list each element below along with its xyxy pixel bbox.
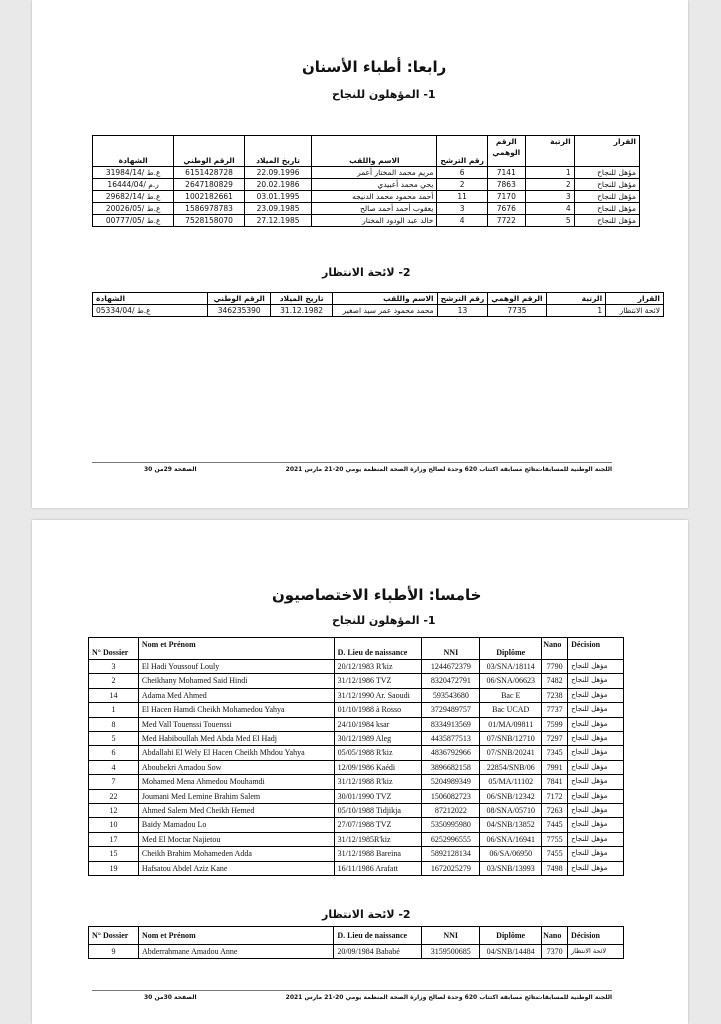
cell-dossier: 17 <box>89 832 139 846</box>
col-header-certificate: الشهادة <box>93 136 174 167</box>
cell-decision: مؤهل للنجاح <box>574 167 639 179</box>
cell-decision: مؤهل للنجاح <box>568 732 624 746</box>
cell-virtual-number: 7676 <box>487 203 525 215</box>
cell-certificate: ع.ط /05334/04 <box>93 305 208 317</box>
cell-birth-place: 05/10/1988 Tidjikja <box>334 804 422 818</box>
cell-birthdate: 03.01.1995 <box>244 191 312 203</box>
cell-birth-place: 31/12/1988 R'kiz <box>334 775 422 789</box>
cell-certificate: ر.م /16444/04 <box>93 179 174 191</box>
cell-national-id: 1586978783 <box>174 203 244 215</box>
cell-decision: مؤهل للنجاح <box>568 717 624 731</box>
cell-diploma: 06/SA/06950 <box>480 847 542 861</box>
col-header-candidate-number: رقم الترشح <box>437 293 488 305</box>
cell-diploma: 22854/SNB/06 <box>480 760 542 774</box>
cell-nano: 7445 <box>542 818 568 832</box>
qualified-dentists-table <box>92 135 640 227</box>
cell-nni: 1244672379 <box>422 660 480 674</box>
cell-national-id: 2647180829 <box>174 179 244 191</box>
table-row <box>93 203 640 215</box>
cell-nano: 7482 <box>542 674 568 688</box>
cell-national-id: 346235390 <box>208 305 271 317</box>
col-header-dossier: N° Dossier <box>89 927 139 945</box>
cell-certificate: ع.ط /20026/05 <box>93 203 174 215</box>
cell-national-id: 1002182661 <box>174 191 244 203</box>
cell-rank: 5 <box>525 215 574 227</box>
table-row <box>89 832 624 846</box>
cell-rank: 1 <box>525 167 574 179</box>
cell-nni: 5892128134 <box>422 847 480 861</box>
cell-birth-place: 20/09/1984 Bababé <box>334 945 422 959</box>
cell-birth-place: 20/12/1983 R'kiz <box>334 660 422 674</box>
cell-national-id: 6151428728 <box>174 167 244 179</box>
table-row <box>89 688 624 702</box>
cell-name: يعقوب أحمد أحمد صالح <box>312 203 437 215</box>
cell-virtual-number: 7863 <box>487 179 525 191</box>
cell-certificate: ع.ط /00777/05 <box>93 215 174 227</box>
table-row <box>89 746 624 760</box>
col-header-birth-place: D. Lieu de naissance <box>334 927 422 945</box>
cell-name: Aboubekri Amadou Sow <box>138 760 334 774</box>
cell-nni: 5204989349 <box>422 775 480 789</box>
cell-nano: 7599 <box>542 717 568 731</box>
col-header-virtual-number: الرقم الوهمي <box>488 293 546 305</box>
col-header-birth-place: D. Lieu de naissance <box>334 638 422 660</box>
cell-diploma: 06/SNB/12342 <box>480 789 542 803</box>
cell-nano: 7345 <box>542 746 568 760</box>
col-header-birthdate: تاريخ الميلاد <box>271 293 333 305</box>
cell-nano: 7172 <box>542 789 568 803</box>
table-row <box>93 215 640 227</box>
cell-candidate-number: 11 <box>437 191 488 203</box>
cell-diploma: 06/SNA/06623 <box>480 674 542 688</box>
cell-name: أحمد محمود محمد الدنيجه <box>312 191 437 203</box>
table-header-row <box>89 638 624 660</box>
col-header-national-id: الرقم الوطني <box>208 293 271 305</box>
cell-birthdate: 27.12.1985 <box>244 215 312 227</box>
cell-certificate: ع.ط /29682/14 <box>93 191 174 203</box>
cell-decision: لائحة الانتظار <box>606 305 664 317</box>
cell-decision: مؤهل للنجاح <box>568 703 624 717</box>
table-row <box>89 789 624 803</box>
cell-name: محمد محمود عمر سيد اصغير <box>333 305 438 317</box>
col-header-national-id: الرقم الوطني <box>174 136 244 167</box>
subsection-waitlist-title: 2- لائحة الانتظار <box>322 266 411 279</box>
cell-nni: 1506082723 <box>422 789 480 803</box>
cell-nni: 8320472791 <box>422 674 480 688</box>
qualified-specialists-table <box>88 637 624 876</box>
cell-name: يحي محمد أعبيدي <box>312 179 437 191</box>
col-header-name: الاسم واللقب <box>312 136 437 167</box>
cell-nni: 1672025279 <box>422 861 480 875</box>
cell-decision: مؤهل للنجاح <box>568 746 624 760</box>
table-row <box>89 945 624 959</box>
cell-nni: 3159500685 <box>422 945 480 959</box>
cell-birth-place: 24/10/1984 ksar <box>334 717 422 731</box>
cell-diploma: 07/SNB/12710 <box>480 732 542 746</box>
cell-name: Med Vall Touenssi Touenssi <box>138 717 334 731</box>
footer-divider <box>92 462 612 463</box>
cell-diploma: 04/SNB/14484 <box>480 945 542 959</box>
footer-exam-title: نتائج مسابقة اكتتاب 620 وحدة لصالح وزارة الصحة المنظمة يومي 20-21 مارس 2021 <box>285 466 538 473</box>
cell-birth-place: 16/11/1986 Arafatt <box>334 861 422 875</box>
cell-nano: 7263 <box>542 804 568 818</box>
cell-dossier: 10 <box>89 818 139 832</box>
cell-certificate: ع.ط /31984/14 <box>93 167 174 179</box>
document-page-30 <box>32 520 688 1024</box>
table-row <box>89 703 624 717</box>
cell-dossier: 14 <box>89 688 139 702</box>
table-row <box>89 847 624 861</box>
cell-decision: مؤهل للنجاح <box>568 789 624 803</box>
cell-candidate-number: 13 <box>437 305 488 317</box>
col-header-rank: الرتبة <box>525 136 574 167</box>
cell-diploma: 04/SNB/13852 <box>480 818 542 832</box>
cell-birth-place: 30/01/1990 TVZ <box>334 789 422 803</box>
cell-dossier: 4 <box>89 760 139 774</box>
subsection-qualified-title: 1- المؤهلون للنجاح <box>332 88 436 101</box>
cell-nano: 7991 <box>542 760 568 774</box>
col-header-decision: القرار <box>574 136 639 167</box>
table-row <box>93 191 640 203</box>
cell-nano: 7370 <box>542 945 568 959</box>
cell-dossier: 5 <box>89 732 139 746</box>
cell-rank: 1 <box>546 305 606 317</box>
col-header-decision: Décision <box>568 927 624 945</box>
cell-diploma: Bac E <box>480 688 542 702</box>
subsection-waitlist-title: 2- لائحة الانتظار <box>322 908 411 921</box>
cell-name: El Hacen Hamdi Cheikh Mohamedou Yahya <box>138 703 334 717</box>
table-row <box>89 660 624 674</box>
cell-dossier: 3 <box>89 660 139 674</box>
cell-birthdate: 31.12.1982 <box>271 305 333 317</box>
footer-committee: اللجنة الوطنية للمسابقات - <box>531 994 612 1001</box>
cell-decision: مؤهل للنجاح <box>568 818 624 832</box>
cell-name: Mohamed Mena Ahmedou Mouhamdi <box>138 775 334 789</box>
cell-name: Med El Moctar Najietou <box>138 832 334 846</box>
cell-name: مريم محمد المختار أعمر <box>312 167 437 179</box>
cell-birthdate: 20.02.1986 <box>244 179 312 191</box>
col-header-nni: NNI <box>422 638 480 660</box>
cell-dossier: 15 <box>89 847 139 861</box>
col-header-diploma: Diplôme <box>480 927 542 945</box>
col-header-rank: الرتبة <box>546 293 606 305</box>
cell-nni: 4836792966 <box>422 746 480 760</box>
cell-virtual-number: 7722 <box>487 215 525 227</box>
cell-diploma: 06/SNA/16941 <box>480 832 542 846</box>
table-row <box>89 861 624 875</box>
col-header-birthdate: تاريخ الميلاد <box>244 136 312 167</box>
cell-nano: 7755 <box>542 832 568 846</box>
document-page-29 <box>32 0 688 508</box>
cell-nni: 87212022 <box>422 804 480 818</box>
table-row <box>89 717 624 731</box>
cell-rank: 2 <box>525 179 574 191</box>
col-header-dossier: N° Dossier <box>89 638 139 660</box>
table-row <box>89 760 624 774</box>
cell-diploma: Bac UCAD <box>480 703 542 717</box>
col-header-nano: Nano <box>542 638 568 660</box>
col-header-decision: Décision <box>568 638 624 660</box>
cell-dossier: 2 <box>89 674 139 688</box>
footer-committee: اللجنة الوطنية للمسابقات - <box>531 466 612 473</box>
cell-nano: 7238 <box>542 688 568 702</box>
cell-decision: مؤهل للنجاح <box>568 760 624 774</box>
cell-rank: 4 <box>525 203 574 215</box>
table-header-row <box>93 293 664 305</box>
cell-nni: 3896682158 <box>422 760 480 774</box>
cell-nni: 3729489757 <box>422 703 480 717</box>
section-title-specialists: خامسا: الأطباء الاختصاصيون <box>272 586 482 604</box>
cell-decision: مؤهل للنجاح <box>574 215 639 227</box>
cell-nano: 7841 <box>542 775 568 789</box>
col-header-name: الاسم واللقب <box>333 293 438 305</box>
cell-decision: لائحة الانتظار <box>568 945 624 959</box>
cell-dossier: 7 <box>89 775 139 789</box>
cell-decision: مؤهل للنجاح <box>568 804 624 818</box>
cell-diploma: 01/MA/09811 <box>480 717 542 731</box>
cell-nni: 8334913569 <box>422 717 480 731</box>
cell-virtual-number: 7735 <box>488 305 546 317</box>
col-header-nni: NNI <box>422 927 480 945</box>
cell-birth-place: 30/12/1989 Aleg <box>334 732 422 746</box>
table-row <box>89 674 624 688</box>
cell-birth-place: 31/12/1990 Ar. Saoudi <box>334 688 422 702</box>
cell-birth-place: 31/12/1986 TVZ <box>334 674 422 688</box>
table-header-row <box>89 927 624 945</box>
cell-candidate-number: 4 <box>437 215 488 227</box>
section-title-dentists: رابعا: أطباء الأسنان <box>302 58 447 76</box>
cell-diploma: 07/SNB/20241 <box>480 746 542 760</box>
cell-diploma: 08/SNA/05710 <box>480 804 542 818</box>
cell-decision: مؤهل للنجاح <box>568 775 624 789</box>
col-header-candidate-number: رقم الترشح <box>437 136 488 167</box>
cell-name: Med Habiboullah Med Abda Med El Hadj <box>138 732 334 746</box>
cell-virtual-number: 7141 <box>487 167 525 179</box>
footer-exam-title: نتائج مسابقة اكتتاب 620 وحدة لصالح وزارة الصحة المنظمة يومي 20-21 مارس 2021 <box>285 994 538 1001</box>
cell-decision: مؤهل للنجاح <box>574 179 639 191</box>
cell-name: Abderrahmane Amadou Anne <box>138 945 333 959</box>
cell-name: El Hadi Youssouf Louly <box>138 660 334 674</box>
cell-decision: مؤهل للنجاح <box>568 688 624 702</box>
cell-dossier: 6 <box>89 746 139 760</box>
col-header-diploma: Diplôme <box>480 638 542 660</box>
cell-birth-place: 31/12/1985R'kiz <box>334 832 422 846</box>
cell-decision: مؤهل للنجاح <box>568 847 624 861</box>
cell-name: Abdallahi El Wely El Hacen Cheikh Mhdou Yahya <box>138 746 334 760</box>
waitlist-specialists-table <box>88 926 624 959</box>
footer-divider <box>92 990 612 991</box>
cell-name: Hafsatou Abdel Aziz Kane <box>138 861 334 875</box>
table-row <box>93 305 664 317</box>
cell-birth-place: 12/09/1986 Kaédi <box>334 760 422 774</box>
cell-diploma: 05/MA/11102 <box>480 775 542 789</box>
cell-nano: 7790 <box>542 660 568 674</box>
cell-dossier: 9 <box>89 945 139 959</box>
cell-decision: مؤهل للنجاح <box>568 832 624 846</box>
cell-nano: 7737 <box>542 703 568 717</box>
cell-diploma: 03/SNB/13993 <box>480 861 542 875</box>
footer-page-number: الصفحة 30من 30 <box>144 994 197 1001</box>
cell-decision: مؤهل للنجاح <box>574 203 639 215</box>
cell-nni: 593543680 <box>422 688 480 702</box>
col-header-decision: القرار <box>606 293 664 305</box>
cell-candidate-number: 2 <box>437 179 488 191</box>
cell-nni: 6252996555 <box>422 832 480 846</box>
cell-candidate-number: 6 <box>437 167 488 179</box>
cell-name: Baidy Mamadou Lo <box>138 818 334 832</box>
cell-nano: 7455 <box>542 847 568 861</box>
cell-name: Cheikhany Mohamed Said Hindi <box>138 674 334 688</box>
cell-dossier: 12 <box>89 804 139 818</box>
cell-rank: 3 <box>525 191 574 203</box>
footer-page-number: الصفحة 29من 30 <box>144 466 197 473</box>
cell-decision: مؤهل للنجاح <box>574 191 639 203</box>
table-row <box>89 775 624 789</box>
cell-dossier: 1 <box>89 703 139 717</box>
col-header-certificate: الشهادة <box>93 293 208 305</box>
table-row <box>93 167 640 179</box>
cell-nni: 4435877513 <box>422 732 480 746</box>
subsection-qualified-title: 1- المؤهلون للنجاح <box>332 614 436 627</box>
cell-decision: مؤهل للنجاح <box>568 660 624 674</box>
cell-name: Adama Med Ahmed <box>138 688 334 702</box>
cell-candidate-number: 3 <box>437 203 488 215</box>
cell-name: Joumani Med Lemine Brahim Salem <box>138 789 334 803</box>
cell-birthdate: 23.09.1985 <box>244 203 312 215</box>
cell-dossier: 19 <box>89 861 139 875</box>
waitlist-dentists-table <box>92 292 664 317</box>
cell-dossier: 8 <box>89 717 139 731</box>
col-header-name: Nom et Prénom <box>138 638 334 660</box>
cell-nni: 5350995980 <box>422 818 480 832</box>
table-row <box>89 818 624 832</box>
table-header-row <box>93 136 640 167</box>
cell-birth-place: 27/07/1988 TVZ <box>334 818 422 832</box>
cell-birth-place: 05/05/1988 R'kiz <box>334 746 422 760</box>
cell-dossier: 22 <box>89 789 139 803</box>
cell-name: خالد عبد الودود المختار <box>312 215 437 227</box>
col-header-nano: Nano <box>542 927 568 945</box>
cell-name: Ahmed Salem Med Cheikh Hemed <box>138 804 334 818</box>
cell-nano: 7498 <box>542 861 568 875</box>
cell-virtual-number: 7170 <box>487 191 525 203</box>
cell-diploma: 03/SNA/18114 <box>480 660 542 674</box>
table-row <box>89 804 624 818</box>
cell-national-id: 7528158070 <box>174 215 244 227</box>
table-row <box>89 732 624 746</box>
cell-birth-place: 01/10/1988 à Rosso <box>334 703 422 717</box>
cell-birth-place: 31/12/1988 Bareina <box>334 847 422 861</box>
cell-birthdate: 22.09.1996 <box>244 167 312 179</box>
cell-nano: 7297 <box>542 732 568 746</box>
col-header-name: Nom et Prénom <box>138 927 333 945</box>
cell-name: Cheikh Brahim Mohameden Adda <box>138 847 334 861</box>
table-row <box>93 179 640 191</box>
col-header-virtual-number: الرقم الوهمي <box>487 136 525 167</box>
cell-decision: مؤهل للنجاح <box>568 674 624 688</box>
cell-decision: مؤهل للنجاح <box>568 861 624 875</box>
